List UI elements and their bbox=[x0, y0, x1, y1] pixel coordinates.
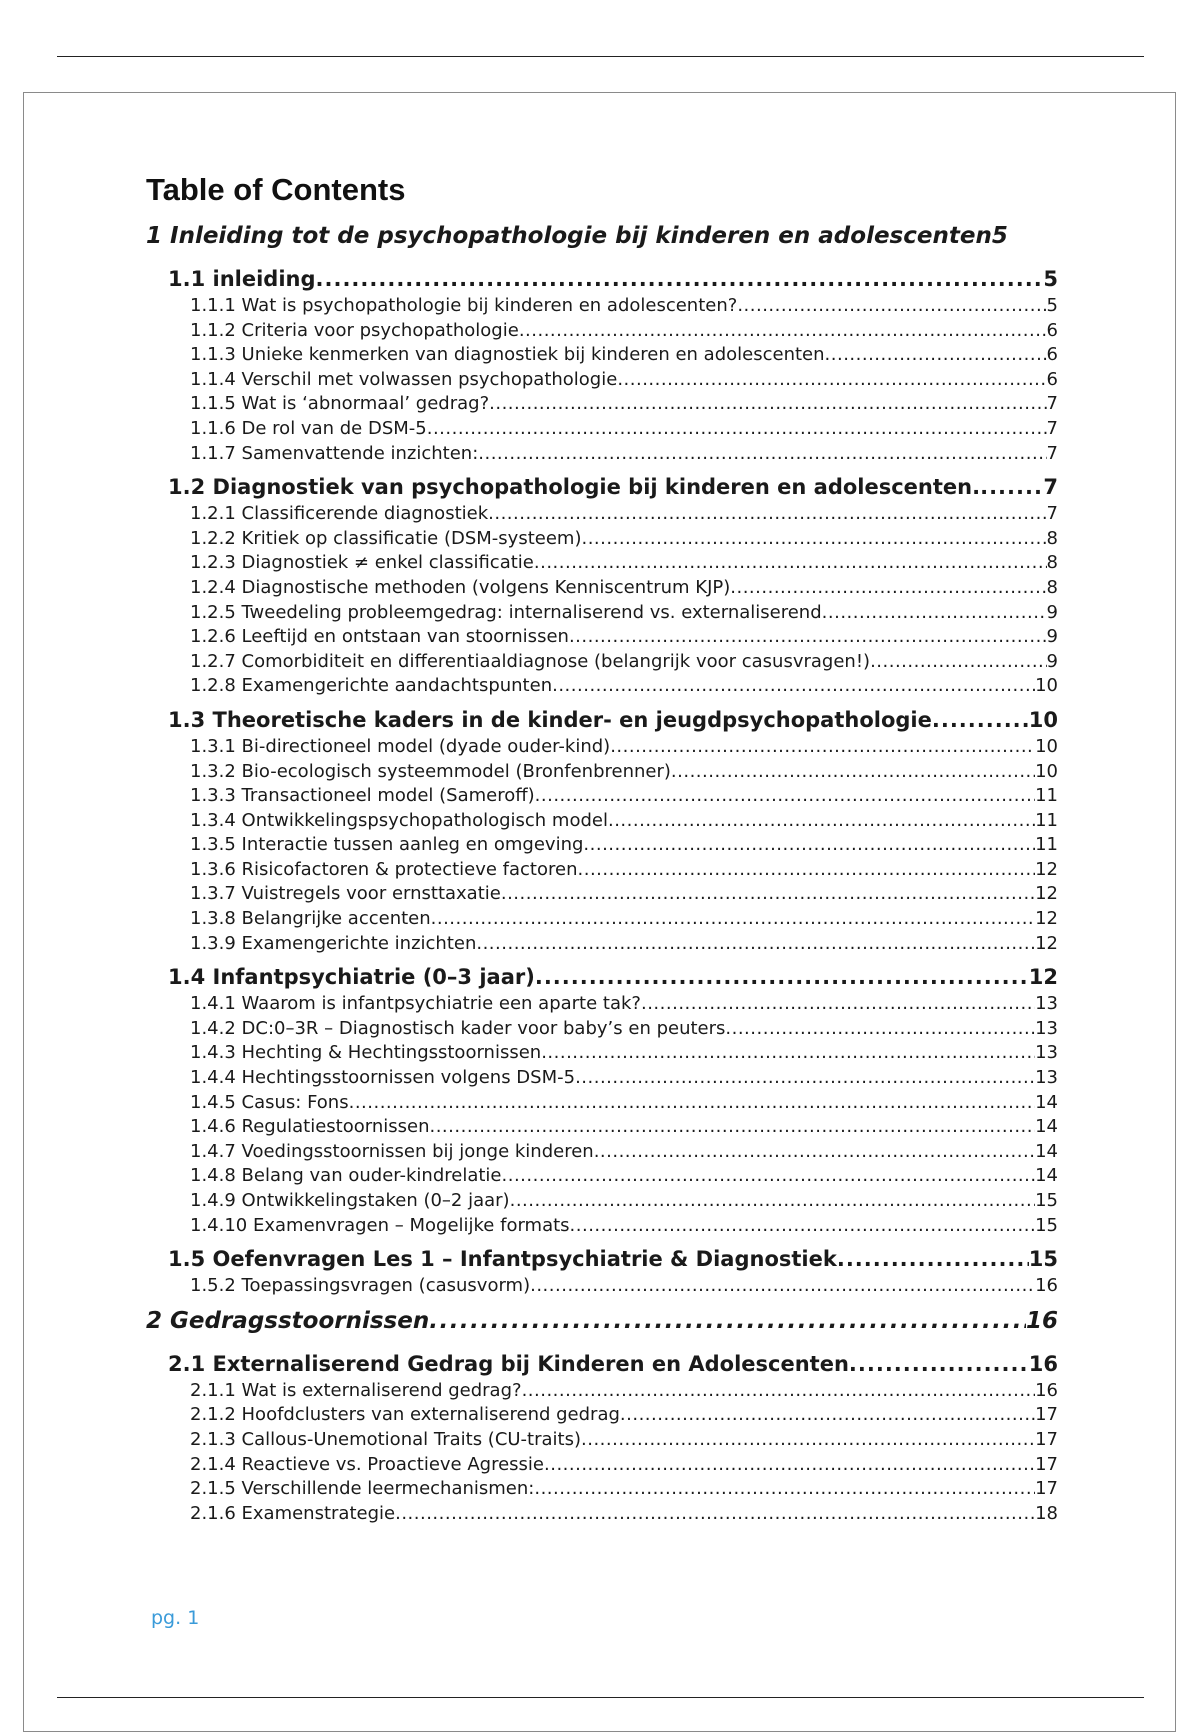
toc-subsection-label: 1.3.1 Bi-directioneel model (dyade ouder-kind) bbox=[190, 735, 611, 757]
toc-subsection-label: 1.2.5 Tweedeling probleemgedrag: internaliserend vs. externaliserend bbox=[190, 601, 822, 623]
toc-subsection-page: 11 bbox=[1035, 785, 1058, 807]
toc-subsection-label: 1.4.2 DC:0–3R – Diagnostisch kader voor baby’s en peuters bbox=[190, 1017, 726, 1039]
dot-leader bbox=[932, 705, 1029, 735]
toc-title: Table of Contents bbox=[146, 172, 406, 207]
dot-leader bbox=[610, 735, 1035, 759]
toc-subsection-label: 1.5.2 Toepassingsvragen (casusvorm) bbox=[190, 1275, 531, 1297]
toc-subsection-label: 2.1.5 Verschillende leermechanismen: bbox=[190, 1478, 535, 1500]
toc-subsection[interactable] bbox=[190, 1017, 1058, 1042]
toc-subsection-label: 1.2.3 Diagnostiek ≠ enkel classificatie bbox=[190, 552, 534, 574]
toc-subsection-page: 7 bbox=[1046, 393, 1058, 415]
toc-chapter-page: 5 bbox=[991, 223, 1008, 249]
dot-leader bbox=[671, 760, 1035, 784]
toc-subsection-label: 1.2.2 Kritiek op classificatie (DSM-systeem) bbox=[190, 527, 582, 549]
dot-leader bbox=[730, 576, 1046, 600]
dot-leader bbox=[737, 294, 1046, 318]
dot-leader bbox=[395, 1502, 1035, 1526]
toc-subsection-label: 1.3.4 Ontwikkelingspsychopathologisch model bbox=[190, 809, 608, 831]
toc-section[interactable] bbox=[168, 962, 1058, 992]
toc-section-label: 1.2 Diagnostiek van psychopathologie bij kinderen en adolescenten. bbox=[168, 475, 981, 500]
toc-subsection-page: 13 bbox=[1035, 1017, 1058, 1039]
toc-subsection-label: 1.4.9 Ontwikkelingstaken (0–2 jaar) bbox=[190, 1190, 510, 1211]
toc-subsection[interactable] bbox=[190, 932, 1058, 957]
toc-subsection[interactable] bbox=[190, 1091, 1058, 1116]
toc-subsection-label: 1.4.5 Casus: Fons bbox=[190, 1091, 349, 1113]
toc-subsection-page: 14 bbox=[1035, 1140, 1058, 1162]
toc-subsection-page: 8 bbox=[1046, 576, 1058, 598]
toc-subsection-page: 10 bbox=[1035, 735, 1058, 757]
toc-subsection[interactable] bbox=[190, 1041, 1058, 1066]
dot-leader bbox=[617, 368, 1046, 392]
toc-chapter[interactable] bbox=[146, 218, 1058, 258]
dot-leader bbox=[488, 502, 1046, 526]
toc-subsection[interactable] bbox=[190, 760, 1058, 785]
toc-subsection-label: 1.1.5 Wat is ‘abnormaal’ gedrag? bbox=[190, 393, 490, 415]
dot-leader bbox=[581, 527, 1046, 551]
toc-subsection[interactable] bbox=[190, 625, 1058, 650]
dot-leader bbox=[570, 1214, 1036, 1238]
toc-section[interactable] bbox=[168, 264, 1058, 294]
toc-subsection-page: 10 bbox=[1035, 675, 1058, 697]
toc-subsection-page: 6 bbox=[1046, 368, 1058, 390]
toc-subsection[interactable] bbox=[190, 882, 1058, 907]
toc-subsection[interactable] bbox=[190, 1164, 1058, 1189]
toc-subsection-page: 15 bbox=[1035, 1214, 1058, 1236]
dot-leader bbox=[429, 1303, 1026, 1339]
toc-subsection-page: 9 bbox=[1046, 626, 1058, 648]
toc-subsection-label: 1.4.4 Hechtingsstoornissen volgens DSM-5 bbox=[190, 1067, 576, 1089]
dot-leader bbox=[641, 992, 1035, 1016]
toc-subsection-page: 14 bbox=[1035, 1116, 1058, 1138]
toc-subsection-label: 1.1.6 De rol van de DSM-5 bbox=[190, 417, 427, 439]
toc-subsection[interactable] bbox=[190, 907, 1058, 932]
toc-subsection[interactable] bbox=[190, 551, 1058, 576]
dot-leader bbox=[522, 1379, 1036, 1403]
toc-subsection-page: 9 bbox=[1046, 650, 1058, 672]
toc-subsection-label: 1.1.2 Criteria voor psychopathologie bbox=[190, 319, 519, 341]
toc-subsection[interactable] bbox=[190, 442, 1058, 467]
toc-subsection-label: 1.3.5 Interactie tussen aanleg en omgeving bbox=[190, 834, 584, 856]
toc-subsection-page: 16 bbox=[1035, 1275, 1058, 1297]
dot-leader bbox=[501, 882, 1035, 906]
dot-leader bbox=[427, 417, 1047, 441]
toc-subsection-page: 7 bbox=[1046, 503, 1058, 525]
dot-leader bbox=[575, 1066, 1035, 1090]
dot-leader bbox=[837, 1244, 1029, 1274]
toc-subsection[interactable] bbox=[190, 1189, 1058, 1214]
toc-subsection-label: 1.3.8 Belangrijke accenten bbox=[190, 908, 431, 930]
toc-section-label: 1.3 Theoretische kaders in de kinder- en jeugdpsychopathologie bbox=[168, 707, 932, 732]
toc-subsection-label: 1.4.3 Hechting & Hechtingsstoornissen bbox=[190, 1042, 542, 1064]
toc-subsection-label: 2.1.6 Examenstrategie bbox=[190, 1502, 396, 1524]
toc-subsection[interactable] bbox=[190, 502, 1058, 527]
toc-subsection[interactable] bbox=[190, 1453, 1058, 1478]
toc-subsection-page: 11 bbox=[1035, 809, 1058, 831]
toc-subsection[interactable] bbox=[190, 1115, 1058, 1140]
toc-subsection-label: 1.2.7 Comorbiditeit en differentiaaldiagnose (belangrijk voor casusvragen!) bbox=[190, 650, 871, 672]
toc-section-label: 1.4 Infantpsychiatrie (0–3 jaar) bbox=[168, 965, 535, 990]
dot-leader bbox=[476, 932, 1035, 956]
toc-section-label: 2.1 Externaliserend Gedrag bij Kinderen en Adolescenten bbox=[168, 1351, 849, 1376]
toc-subsection-page: 12 bbox=[1035, 858, 1058, 880]
toc-subsection-label: 1.1.7 Samenvattende inzichten: bbox=[190, 442, 479, 464]
toc-entries bbox=[146, 218, 1058, 1526]
dot-leader bbox=[870, 650, 1046, 674]
toc-subsection-label: 1.3.3 Transactioneel model (Sameroff) bbox=[190, 785, 535, 807]
toc-subsection-page: 17 bbox=[1035, 1453, 1058, 1475]
toc-subsection-label: 1.4.10 Examenvragen – Mogelijke formats bbox=[190, 1214, 570, 1236]
dot-leader bbox=[530, 1274, 1035, 1298]
toc-subsection-page: 7 bbox=[1046, 417, 1058, 439]
toc-subsection[interactable] bbox=[190, 392, 1058, 417]
toc-subsection[interactable] bbox=[190, 1140, 1058, 1165]
toc-subsection[interactable] bbox=[190, 833, 1058, 858]
toc-subsection[interactable] bbox=[190, 650, 1058, 675]
toc-subsection[interactable] bbox=[190, 674, 1058, 699]
toc-subsection[interactable] bbox=[190, 576, 1058, 601]
toc-subsection[interactable] bbox=[190, 1477, 1058, 1502]
toc-subsection[interactable] bbox=[190, 784, 1058, 809]
toc-section[interactable] bbox=[168, 705, 1058, 735]
toc-subsection[interactable] bbox=[190, 858, 1058, 883]
toc-subsection[interactable] bbox=[190, 368, 1058, 393]
dot-leader bbox=[849, 1349, 1029, 1379]
toc-subsection[interactable] bbox=[190, 1502, 1058, 1527]
toc-section-page: 15 bbox=[1028, 1247, 1058, 1272]
dot-leader bbox=[581, 1428, 1035, 1452]
dot-leader bbox=[980, 472, 1043, 502]
dot-leader bbox=[431, 907, 1035, 931]
toc-subsection[interactable] bbox=[190, 1214, 1058, 1239]
dot-leader bbox=[578, 858, 1036, 882]
dot-leader bbox=[535, 962, 1029, 992]
toc-subsection-label: 1.4.8 Belang van ouder-kindrelatie bbox=[190, 1165, 502, 1187]
dot-leader bbox=[608, 809, 1035, 833]
footer-rule bbox=[57, 1697, 1144, 1698]
toc-subsection-label: 1.4.6 Regulatiestoornissen bbox=[190, 1116, 430, 1138]
toc-subsection[interactable] bbox=[190, 1274, 1058, 1299]
toc-subsection-page: 8 bbox=[1046, 552, 1058, 574]
toc-subsection[interactable] bbox=[190, 1066, 1058, 1091]
toc-section-label: 1.1 inleiding bbox=[168, 267, 316, 291]
toc-subsection-label: 1.2.4 Diagnostische methoden (volgens Kenniscentrum KJP) bbox=[190, 576, 731, 598]
toc-subsection-page: 6 bbox=[1046, 319, 1058, 341]
toc-chapter-page: 16 bbox=[1025, 1307, 1058, 1334]
dot-leader bbox=[316, 264, 1044, 294]
toc-subsection-label: 1.3.6 Risicofactoren & protectieve factoren bbox=[190, 858, 578, 880]
dot-leader bbox=[534, 1477, 1035, 1501]
toc-subsection-page: 5 bbox=[1046, 295, 1058, 316]
toc-section[interactable] bbox=[168, 1349, 1058, 1379]
toc-section-page: 10 bbox=[1028, 707, 1058, 732]
toc-section-label: 1.5 Oefenvragen Les 1 – Infantpsychiatrie & Diagnostiek bbox=[168, 1247, 837, 1272]
toc-subsection-label: 2.1.4 Reactieve vs. Proactieve Agressie bbox=[190, 1453, 544, 1475]
dot-leader bbox=[552, 674, 1035, 698]
dot-leader bbox=[569, 625, 1047, 649]
toc-subsection[interactable] bbox=[190, 992, 1058, 1017]
toc-subsection-page: 17 bbox=[1035, 1478, 1058, 1500]
dot-leader bbox=[725, 1017, 1035, 1041]
toc-subsection-page: 13 bbox=[1035, 993, 1058, 1015]
toc-subsection-page: 12 bbox=[1035, 932, 1058, 954]
toc-subsection-page: 15 bbox=[1035, 1190, 1058, 1211]
dot-leader bbox=[534, 551, 1047, 575]
dot-leader bbox=[349, 1091, 1036, 1115]
toc-subsection-label: 1.2.6 Leeftijd en ontstaan van stoornissen bbox=[190, 626, 569, 648]
toc-chapter-label: 1 Inleiding tot de psychopathologie bij kinderen en adolescenten bbox=[146, 223, 992, 249]
dot-leader bbox=[489, 392, 1046, 416]
toc-subsection-label: 2.1.3 Callous-Unemotional Traits (CU-traits) bbox=[190, 1428, 581, 1450]
dot-leader bbox=[510, 1189, 1036, 1213]
toc-section[interactable] bbox=[168, 1244, 1058, 1274]
toc-subsection[interactable] bbox=[190, 343, 1058, 368]
toc-subsection[interactable] bbox=[190, 1403, 1058, 1428]
dot-leader bbox=[825, 343, 1047, 367]
dot-leader bbox=[535, 784, 1035, 808]
toc-subsection-label: 1.1.3 Unieke kenmerken van diagnostiek bij kinderen en adolescenten bbox=[190, 344, 825, 366]
dot-leader bbox=[583, 833, 1035, 857]
toc-chapter[interactable] bbox=[146, 1303, 1058, 1343]
toc-section-page: 7 bbox=[1043, 475, 1058, 500]
toc-subsection-page: 11 bbox=[1035, 834, 1058, 856]
toc-subsection-label: 1.4.1 Waarom is infantpsychiatrie een aparte tak? bbox=[190, 993, 641, 1015]
toc-subsection-label: 1.4.7 Voedingsstoornissen bij jonge kinderen bbox=[190, 1140, 594, 1162]
toc-subsection-label: 1.1.4 Verschil met volwassen psychopathologie bbox=[190, 368, 618, 390]
dot-leader bbox=[822, 601, 1047, 625]
toc-subsection-label: 1.3.2 Bio-ecologisch systeemmodel (Bronfenbrenner) bbox=[190, 760, 671, 782]
toc-subsection[interactable] bbox=[190, 809, 1058, 834]
dot-leader bbox=[478, 442, 1046, 466]
toc-subsection-page: 12 bbox=[1035, 883, 1058, 905]
toc-subsection-label: 1.3.7 Vuistregels voor ernsttaxatie bbox=[190, 883, 501, 905]
toc-subsection-page: 18 bbox=[1035, 1502, 1058, 1524]
toc-subsection-page: 17 bbox=[1035, 1404, 1058, 1426]
toc-subsection[interactable] bbox=[190, 1428, 1058, 1453]
toc-section-page: 12 bbox=[1028, 965, 1058, 990]
table-of-contents bbox=[146, 170, 1058, 1526]
toc-subsection[interactable] bbox=[190, 417, 1058, 442]
toc-subsection-page: 6 bbox=[1046, 344, 1058, 366]
toc-subsection[interactable] bbox=[190, 601, 1058, 626]
dot-leader bbox=[544, 1453, 1035, 1477]
dot-leader bbox=[541, 1041, 1035, 1065]
dot-leader bbox=[594, 1140, 1035, 1164]
toc-subsection[interactable] bbox=[190, 735, 1058, 760]
toc-subsection[interactable] bbox=[190, 1379, 1058, 1404]
toc-subsection-label: 1.1.1 Wat is psychopathologie bij kinderen en adolescenten? bbox=[190, 295, 738, 316]
toc-subsection-label: 1.3.9 Examengerichte inzichten bbox=[190, 932, 477, 954]
toc-subsection-page: 14 bbox=[1035, 1165, 1058, 1187]
toc-section-page: 16 bbox=[1028, 1351, 1058, 1376]
dot-leader bbox=[429, 1115, 1035, 1139]
toc-subsection-label: 2.1.1 Wat is externaliserend gedrag? bbox=[190, 1379, 522, 1401]
toc-subsection-page: 13 bbox=[1035, 1042, 1058, 1064]
dot-leader bbox=[502, 1164, 1036, 1188]
toc-subsection-page: 8 bbox=[1046, 527, 1058, 549]
dot-leader bbox=[620, 1403, 1035, 1427]
toc-subsection[interactable] bbox=[190, 527, 1058, 552]
toc-chapter-label: 2 Gedragsstoornissen bbox=[146, 1307, 430, 1334]
toc-subsection-label: 2.1.2 Hoofdclusters van externaliserend gedrag bbox=[190, 1404, 620, 1426]
dot-leader bbox=[519, 319, 1047, 343]
toc-subsection[interactable] bbox=[190, 294, 1058, 319]
page-number: pg. 1 bbox=[151, 1607, 200, 1629]
header-rule bbox=[57, 56, 1144, 57]
toc-subsection-label: 1.2.8 Examengerichte aandachtspunten bbox=[190, 675, 553, 697]
toc-section-page: 5 bbox=[1043, 267, 1058, 291]
toc-subsection-page: 14 bbox=[1035, 1091, 1058, 1113]
toc-subsection-label: 1.2.1 Classificerende diagnostiek bbox=[190, 503, 489, 525]
toc-section[interactable] bbox=[168, 472, 1058, 502]
toc-subsection[interactable] bbox=[190, 319, 1058, 344]
toc-subsection-page: 7 bbox=[1046, 442, 1058, 464]
toc-subsection-page: 13 bbox=[1035, 1067, 1058, 1089]
toc-subsection-page: 12 bbox=[1035, 908, 1058, 930]
toc-subsection-page: 17 bbox=[1035, 1428, 1058, 1450]
toc-subsection-page: 10 bbox=[1035, 760, 1058, 782]
toc-subsection-page: 9 bbox=[1046, 601, 1058, 623]
toc-subsection-page: 16 bbox=[1035, 1379, 1058, 1401]
